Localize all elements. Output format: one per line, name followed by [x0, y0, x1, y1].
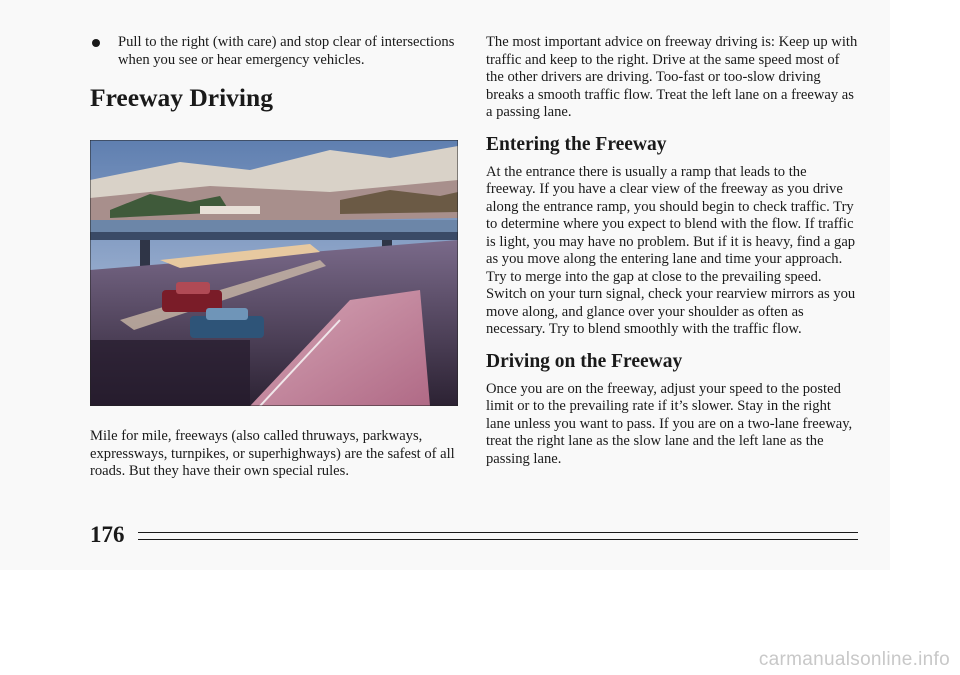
footer-rule: [138, 539, 858, 540]
section-heading-freeway-driving: Freeway Driving: [90, 83, 273, 112]
right-column: [486, 34, 858, 468]
bullet-item: [90, 34, 460, 69]
watermark: carmanualsonline.info: [758, 649, 950, 670]
driving-on-freeway-paragraph: Once you are on the freeway, adjust your speed to the posted limit or to the prevailing rate if it’s slower. Stay in the right lane unless you want to pass. If you are on a two-lane freeway, treat the right lane as the slow lane and the left lane as the passing lane.: [486, 380, 853, 467]
left-column: [90, 34, 460, 113]
entering-freeway-paragraph: At the entrance there is usually a ramp that leads to the freeway. If you have a clear view of the freeway as you drive along the entrance ramp, you should begin to check traffic. Try to determine where you expect to blend with the flow. If traffic is light, you may have no problem. But if it is heavy, find a gap as you move along the entering lane and time your approach. Try to merge into the gap at close to the prevailing speed. Switch on your turn signal, check your rearview mirrors as you move along, and glance over your shoulder as often as necessary. Try to blend smoothly with the traffic flow.: [486, 163, 856, 337]
bullet-text: Pull to the right (with care) and stop clear of intersections when you see or hear emergency vehicles.: [118, 34, 455, 68]
section-heading-driving-on-freeway: Driving on the Freeway: [486, 350, 683, 372]
page-footer: [90, 520, 858, 550]
footer-rule: [138, 532, 858, 533]
intro-paragraph: The most important advice on freeway driving is: Keep up with traffic and keep to the right. Drive at the same speed most of the other drivers are driving. Too-fast or too-slow driving breaks a smooth traffic flow. Treat the left lane on a freeway as a passing lane.: [486, 34, 858, 120]
page-number: 176: [90, 522, 125, 547]
freeway-overpass-illustration: [90, 140, 458, 406]
bullet-icon: [92, 39, 100, 47]
section-heading-entering-freeway: Entering the Freeway: [486, 133, 667, 155]
illustration-caption: Mile for mile, freeways (also called thruways, parkways, expressways, turnpikes, or superhighways) are the safest of all roads. But they have their own special rules.: [90, 428, 455, 479]
